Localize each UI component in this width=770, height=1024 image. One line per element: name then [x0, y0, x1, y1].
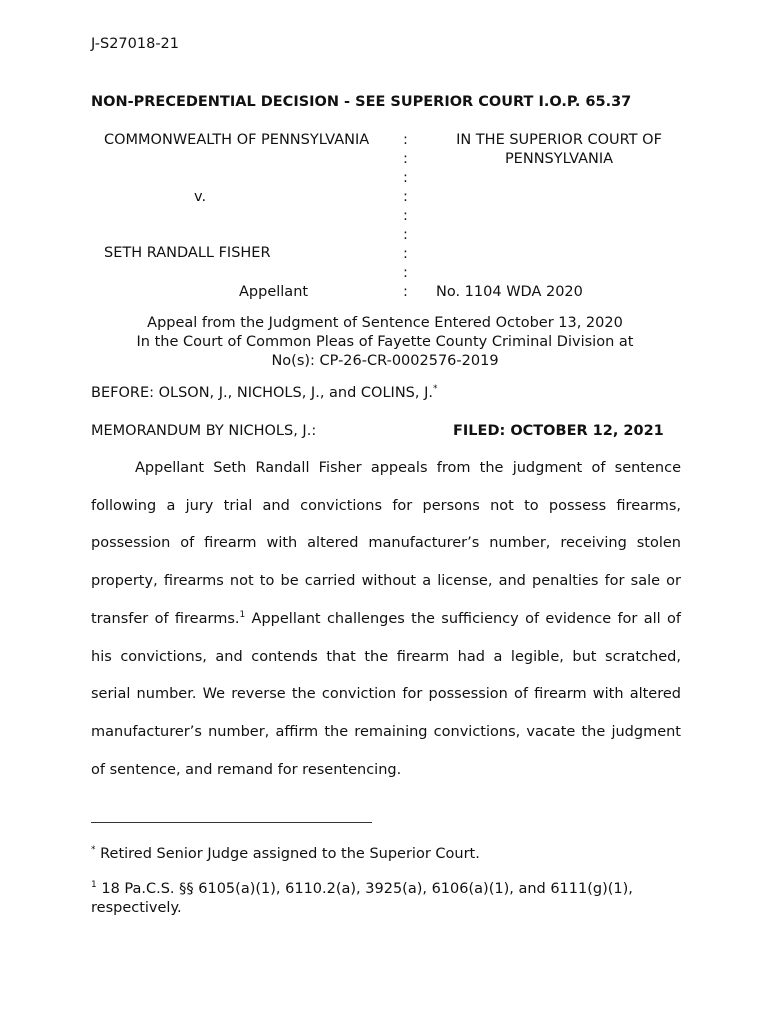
footnote-star-mark: *: [91, 845, 96, 855]
appeal-line-3: No(s): CP-26-CR-0002576-2019: [271, 353, 499, 369]
before-footnote-mark: *: [432, 384, 438, 394]
caption-versus: v.: [194, 189, 207, 205]
caption-colon: :: [403, 208, 408, 224]
caption-defendant: SETH RANDALL FISHER: [104, 245, 271, 261]
caption-colon: :: [403, 189, 408, 205]
memorandum-author: MEMORANDUM BY NICHOLS, J.:: [91, 423, 317, 439]
caption-role: Appellant: [239, 284, 309, 300]
filed-date: FILED: OCTOBER 12, 2021: [453, 423, 664, 439]
caption-colon-column: [403, 131, 413, 302]
before-text: BEFORE: OLSON, J., NICHOLS, J., and COLINS, J.: [91, 385, 433, 401]
appeal-line-1: Appeal from the Judgment of Sentence Entered October 13, 2020: [147, 315, 623, 331]
body-paragraph: [91, 450, 681, 789]
appeal-line-2: In the Court of Common Pleas of Fayette County Criminal Division at: [136, 334, 634, 350]
docket-code: J-S27018-21: [91, 36, 180, 52]
case-number: No. 1104 WDA 2020: [436, 284, 583, 300]
footnote-star: [91, 845, 691, 864]
body-text-part2: Appellant challenges the sufficiency of evidence for all of his convictions, and contends that the firearm had a legible, but scratched, serial number. We reverse the conviction for possession of firearm with altered manufacturer’s number, affirm the remaining convictions, vacate the judgment of sentence, and remand for resentencing.: [91, 610, 681, 778]
caption-colon: :: [403, 151, 408, 167]
caption-colon: :: [403, 170, 408, 186]
decision-type-heading: NON-PRECEDENTIAL DECISION - SEE SUPERIOR COURT I.O.P. 65.37: [91, 94, 632, 110]
caption-plaintiff: COMMONWEALTH OF PENNSYLVANIA: [104, 132, 370, 148]
caption-colon: :: [403, 132, 408, 148]
caption-colon: :: [403, 265, 408, 281]
footnote-1-mark: 1: [91, 880, 97, 890]
footnote-1-text: 18 Pa.C.S. §§ 6105(a)(1), 6110.2(a), 3925(a), 6106(a)(1), and 6111(g)(1), respectively.: [91, 881, 633, 916]
footnote-ref-1: 1: [239, 609, 246, 620]
footnote-star-text: Retired Senior Judge assigned to the Superior Court.: [95, 846, 480, 862]
body-text-part1: Appellant Seth Randall Fisher appeals from the judgment of sentence following a jury trial and convictions for persons not to possess firearms, possession of firearm with altered manufacturer’s number, receiving stolen property, firearms not to be carried without a license, and penalties for sale or transfer of firearms.: [91, 460, 681, 627]
court-name-line1: IN THE SUPERIOR COURT OF: [456, 132, 662, 148]
caption-colon: :: [403, 284, 408, 300]
footnote-1: [91, 880, 691, 918]
before-line: [91, 385, 437, 401]
caption-colon: :: [403, 246, 408, 262]
caption-colon: :: [403, 227, 408, 243]
footnote-divider: [91, 822, 372, 823]
court-name-line2: PENNSYLVANIA: [504, 151, 614, 167]
